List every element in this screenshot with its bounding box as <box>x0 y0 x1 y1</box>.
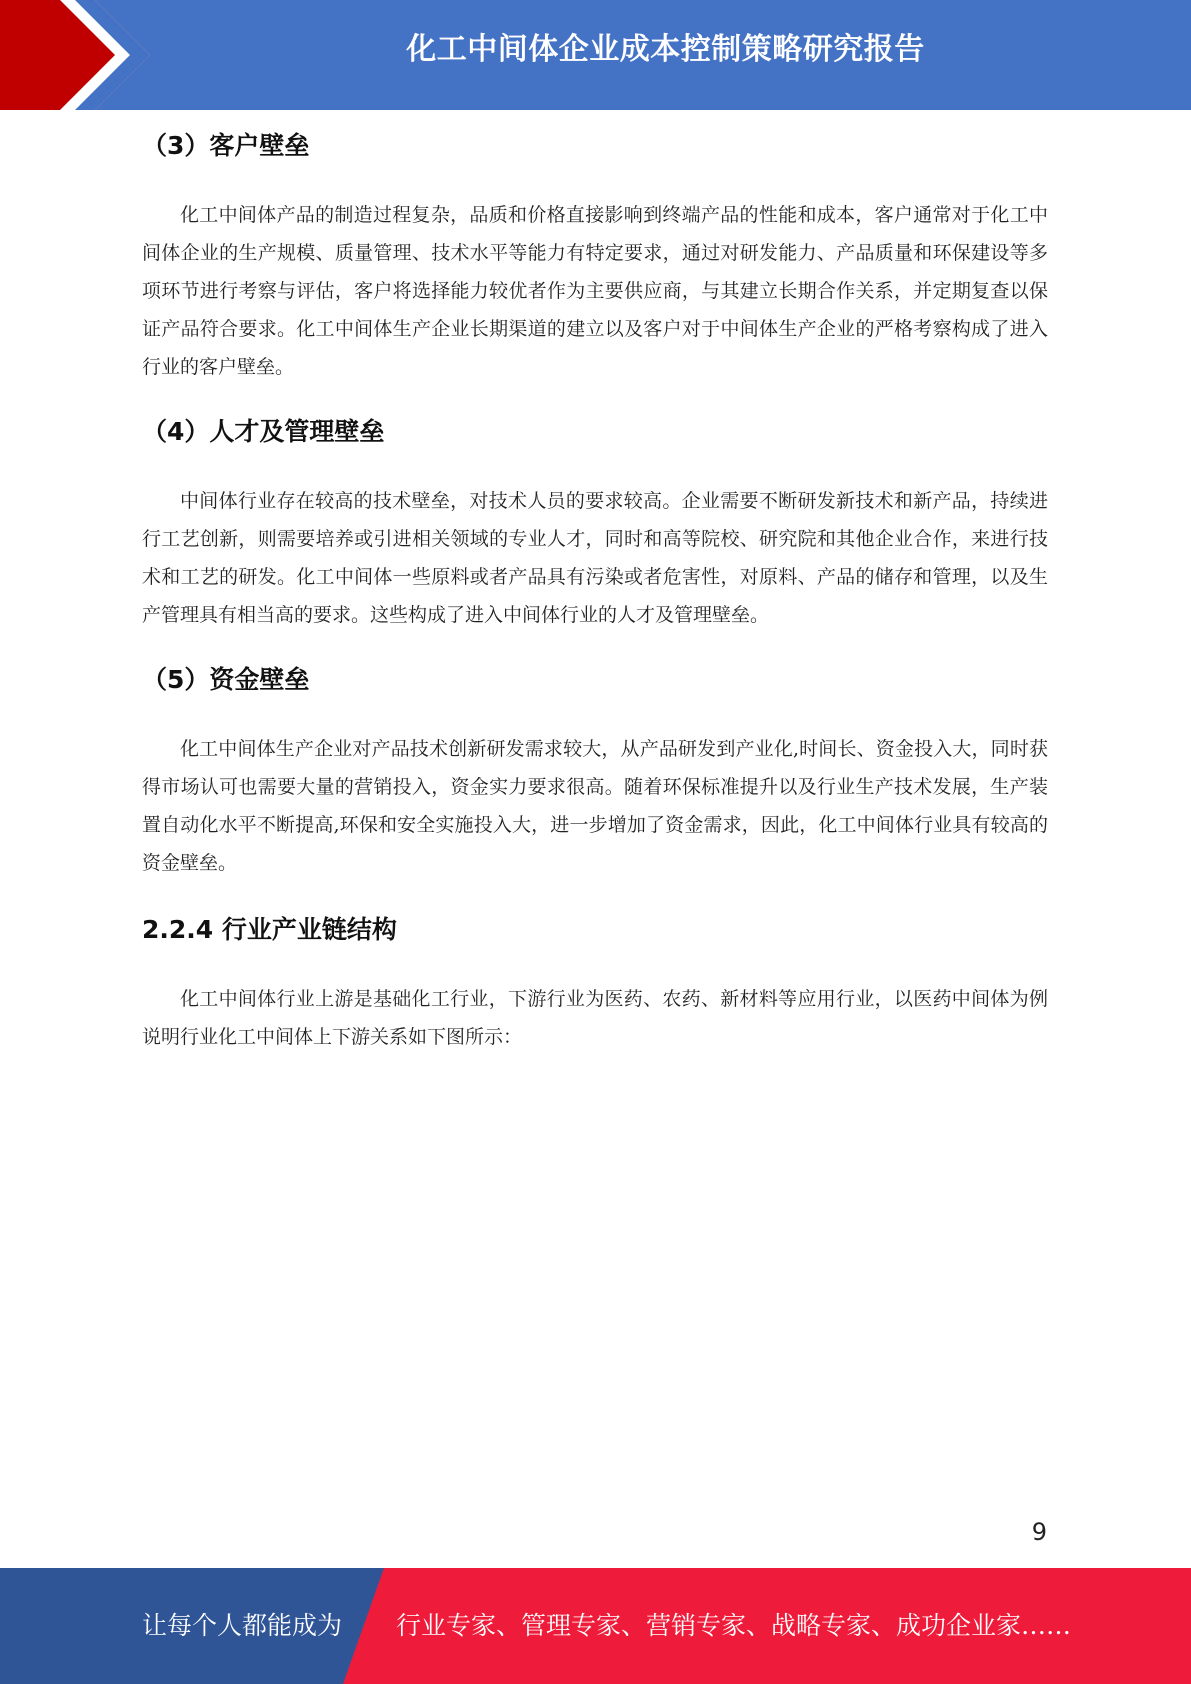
page-footer <box>0 1568 1191 1684</box>
section-paragraph-talent-management-barrier: 中间体行业存在较高的技术壁垒，对技术人员的要求较高。企业需要不断研发新技术和新产品，持续进行工艺创新，则需要培养或引进相关领域的专业人才，同时和高等院校、研究院和其他企业合作，来进行技术和工艺的研发。化工中间体一些原料或者产品具有污染或者危害性，对原料、产品的储存和管理，以及生产管理具有相当高的要求。这些构成了进入中间体行业的人才及管理壁垒。 <box>142 490 1048 626</box>
section-paragraph-customer-barrier: 化工中间体产品的制造过程复杂，品质和价格直接影响到终端产品的性能和成本，客户通常对于化工中间体企业的生产规模、质量管理、技术水平等能力有特定要求，通过对研发能力、产品质量和环保建设等多项环节进行考察与评估，客户将选择能力较优者作为主要供应商，与其建立长期合作关系，并定期复查以保证产品符合要求。化工中间体生产企业长期渠道的建立以及客户对于中间体生产企业的严格考察构成了进入行业的客户壁垒。 <box>142 204 1048 378</box>
report-title: 化工中间体企业成本控制策略研究报告 <box>406 32 925 67</box>
page-number: 9 <box>1031 1518 1047 1546</box>
section-heading-capital-barrier: （5）资金壁垒 <box>142 665 310 694</box>
section-heading-industry-chain: 2.2.4 行业产业链结构 <box>142 915 397 944</box>
footer-slogan-left: 让每个人都能成为 <box>142 1611 343 1640</box>
footer-slogan-right: 行业专家、管理专家、营销专家、战略专家、成功企业家…… <box>396 1611 1072 1640</box>
section-heading-talent-management-barrier: （4）人才及管理壁垒 <box>142 417 385 446</box>
page-header <box>0 0 1191 110</box>
section-heading-customer-barrier: （3）客户壁垒 <box>142 131 310 160</box>
section-paragraph-capital-barrier: 化工中间体生产企业对产品技术创新研发需求较大，从产品研发到产业化,时间长、资金投入大，同时获得市场认可也需要大量的营销投入，资金实力要求很高。随着环保标准提升以及行业生产技术发展，生产装置自动化水平不断提高,环保和安全实施投入大，进一步增加了资金需求，因此，化工中间体行业具有较高的资金壁垒。 <box>142 738 1048 874</box>
document-body <box>142 126 1048 1056</box>
section-paragraph-industry-chain: 化工中间体行业上游是基础化工行业，下游行业为医药、农药、新材料等应用行业，以医药中间体为例说明行业化工中间体上下游关系如下图所示： <box>142 988 1048 1048</box>
header-chevron-decoration <box>0 0 160 110</box>
